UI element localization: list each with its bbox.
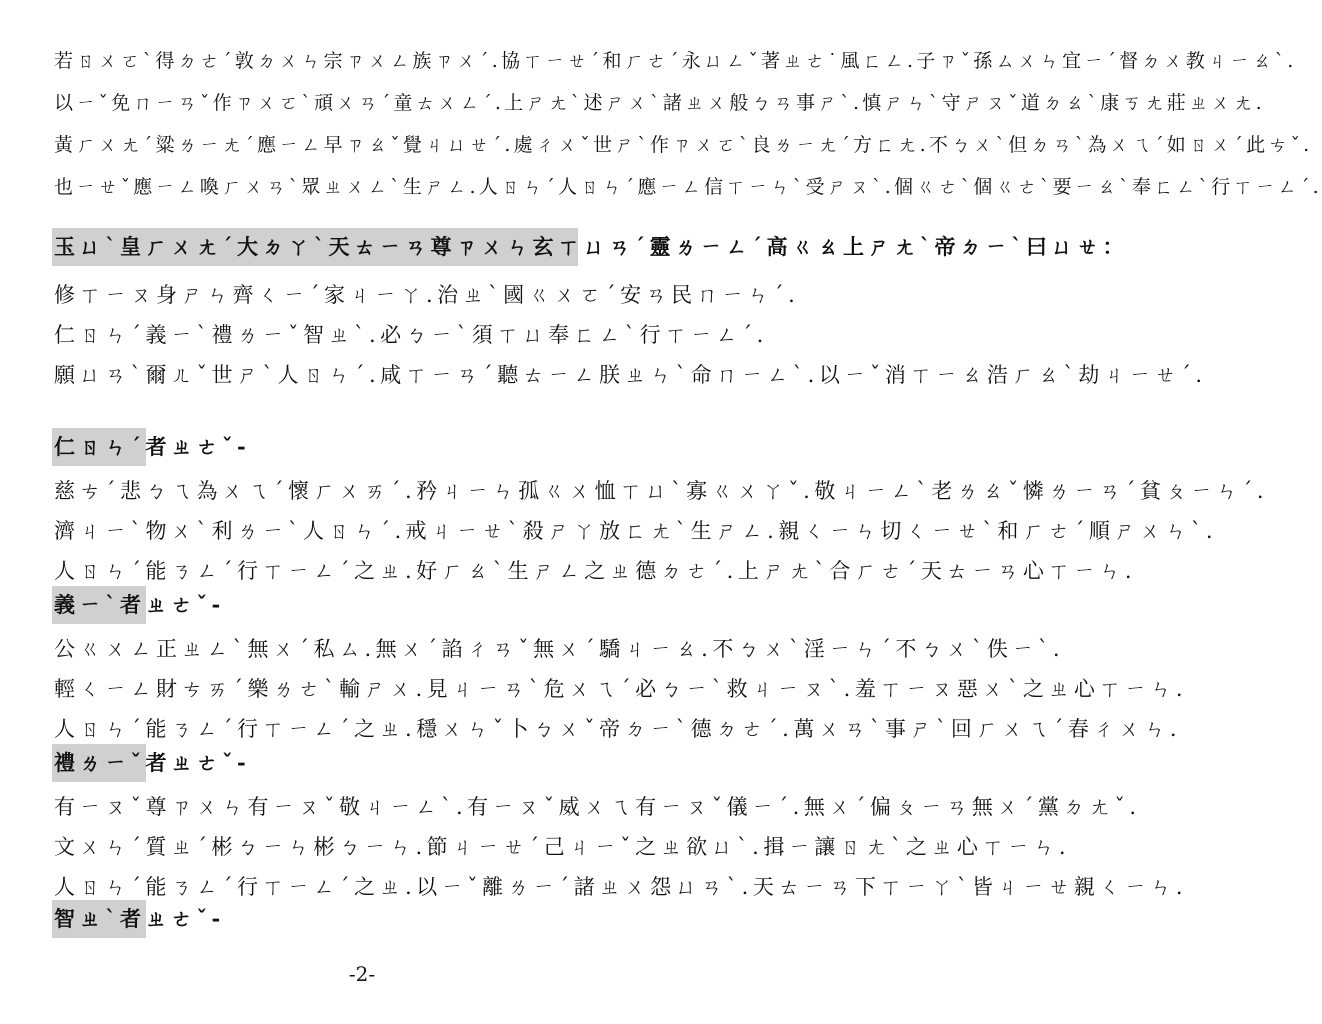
yi-line-2: 輕ㄑㄧㄥ財ㄘㄞˊ樂ㄌㄜˋ輸ㄕㄨ.見ㄐㄧㄢˋ危ㄨㄟˊ必ㄅㄧˋ救ㄐㄧㄡˋ.羞ㄒㄧㄡ惡ㄨˋ之ㄓ心ㄒㄧㄣ. [54, 677, 1188, 701]
li-line-1: 有ㄧㄡˇ尊ㄗㄨㄣ有ㄧㄡˇ敬ㄐㄧㄥˋ.有ㄧㄡˇ威ㄨㄟ有ㄧㄡˇ儀ㄧˊ.無ㄨˊ偏ㄆㄧㄢ無ㄨˊ黨ㄉㄤˇ. [54, 795, 1141, 819]
decree-line-3: 願ㄩㄢˋ爾ㄦˇ世ㄕˋ人ㄖㄣˊ.咸ㄒㄧㄢˊ聽ㄊㄧㄥ朕ㄓㄣˋ命ㄇㄧㄥˋ.以ㄧˇ消ㄒㄧㄠ浩ㄏㄠˋ劫ㄐㄧㄝˊ. [54, 363, 1207, 387]
section-heading-yi: 義ㄧˋ者ㄓㄜˇ- [52, 586, 146, 624]
intro-line-2: 以ㄧˇ免ㄇㄧㄢˇ作ㄗㄨㄛˋ頑ㄨㄢˊ童ㄊㄨㄥˊ.上ㄕㄤˋ述ㄕㄨˋ諸ㄓㄨ般ㄅㄢ事ㄕˋ.慎ㄕㄣˋ守ㄕㄡˇ道ㄉㄠˋ康ㄎㄤ莊ㄓㄨㄤ. [54, 92, 1265, 114]
decree-heading: 玉ㄩˋ皇ㄏㄨㄤˊ大ㄉㄚˋ天ㄊㄧㄢ尊ㄗㄨㄣ玄ㄒㄩㄢˊ靈ㄌㄧㄥˊ高ㄍㄠ上ㄕㄤˋ帝ㄉㄧˋ曰ㄩㄝ： [52, 228, 578, 266]
section-heading-ren: 仁ㄖㄣˊ者ㄓㄜˇ- [52, 428, 146, 466]
ren-line-1: 慈ㄘˊ悲ㄅㄟ為ㄨㄟˊ懷ㄏㄨㄞˊ.矜ㄐㄧㄣ孤ㄍㄨ恤ㄒㄩˋ寡ㄍㄨㄚˇ.敬ㄐㄧㄥˋ老ㄌㄠˇ憐ㄌㄧㄢˊ貧ㄆㄧㄣˊ. [54, 479, 1269, 503]
section-heading-zhi: 智ㄓˋ者ㄓㄜˇ- [52, 900, 146, 938]
li-line-3: 人ㄖㄣˊ能ㄋㄥˊ行ㄒㄧㄥˊ之ㄓ.以ㄧˇ離ㄌㄧˊ諸ㄓㄨ怨ㄩㄢˋ.天ㄊㄧㄢ下ㄒㄧㄚˋ皆ㄐㄧㄝ親ㄑㄧㄣ. [54, 875, 1188, 899]
ren-line-3: 人ㄖㄣˊ能ㄋㄥˊ行ㄒㄧㄥˊ之ㄓ.好ㄏㄠˋ生ㄕㄥ之ㄓ德ㄉㄜˊ.上ㄕㄤˋ合ㄏㄜˊ天ㄊㄧㄢ心ㄒㄧㄣ. [54, 559, 1137, 583]
section-heading-li: 禮ㄌㄧˇ者ㄓㄜˇ- [52, 744, 146, 782]
yi-line-1: 公ㄍㄨㄥ正ㄓㄥˋ無ㄨˊ私ㄙ.無ㄨˊ諂ㄔㄢˇ無ㄨˊ驕ㄐㄧㄠ.不ㄅㄨˋ淫ㄧㄣˊ不ㄅㄨˋ佚ㄧˋ. [54, 637, 1065, 661]
li-line-2: 文ㄨㄣˊ質ㄓˊ彬ㄅㄧㄣ彬ㄅㄧㄣ.節ㄐㄧㄝˊ己ㄐㄧˇ之ㄓ欲ㄩˋ.揖ㄧ讓ㄖㄤˋ之ㄓ心ㄒㄧㄣ. [54, 835, 1071, 859]
intro-line-4: 也ㄧㄝˇ應ㄧㄥ喚ㄏㄨㄢˋ眾ㄓㄨㄥˋ生ㄕㄥ.人ㄖㄣˊ人ㄖㄣˊ應ㄧㄥ信ㄒㄧㄣˋ受ㄕㄡˋ.個ㄍㄜˋ個ㄍㄜˋ要ㄧㄠˋ奉ㄈㄥˋ行ㄒㄧㄥˊ. [54, 176, 1322, 198]
ren-line-2: 濟ㄐㄧˋ物ㄨˋ利ㄌㄧˋ人ㄖㄣˊ.戒ㄐㄧㄝˋ殺ㄕㄚ放ㄈㄤˋ生ㄕㄥ.親ㄑㄧㄣ切ㄑㄧㄝˋ和ㄏㄜˊ順ㄕㄨㄣˋ. [54, 519, 1218, 543]
intro-line-3: 黃ㄏㄨㄤˊ粱ㄌㄧㄤˊ應ㄧㄥ早ㄗㄠˇ覺ㄐㄩㄝˊ.處ㄔㄨˇ世ㄕˋ作ㄗㄨㄛˋ良ㄌㄧㄤˊ方ㄈㄤ.不ㄅㄨˋ但ㄉㄢˋ為ㄨㄟˊ如ㄖㄨˊ此ㄘˇ. [54, 134, 1313, 156]
decree-line-2: 仁ㄖㄣˊ義ㄧˋ禮ㄌㄧˇ智ㄓˋ.必ㄅㄧˋ須ㄒㄩ奉ㄈㄥˋ行ㄒㄧㄥˊ. [54, 323, 768, 347]
intro-line-1: 若ㄖㄨㄛˋ得ㄉㄜˊ敦ㄉㄨㄣ宗ㄗㄨㄥ族ㄗㄨˊ.協ㄒㄧㄝˊ和ㄏㄜˊ永ㄩㄥˇ著ㄓㄜ˙風ㄈㄥ.子ㄗˇ孫ㄙㄨㄣ宜ㄧˊ督ㄉㄨ教ㄐㄧㄠˋ. [54, 50, 1297, 72]
yi-line-3: 人ㄖㄣˊ能ㄋㄥˊ行ㄒㄧㄥˊ之ㄓ.穩ㄨㄣˇ卜ㄅㄨˇ帝ㄉㄧˋ德ㄉㄜˊ.萬ㄨㄢˋ事ㄕˋ回ㄏㄨㄟˊ春ㄔㄨㄣ. [54, 717, 1182, 741]
decree-line-1: 修ㄒㄧㄡ身ㄕㄣ齊ㄑㄧˊ家ㄐㄧㄚ.治ㄓˋ國ㄍㄨㄛˊ安ㄢ民ㄇㄧㄣˊ. [54, 283, 800, 307]
page-number: -2- [348, 962, 376, 986]
